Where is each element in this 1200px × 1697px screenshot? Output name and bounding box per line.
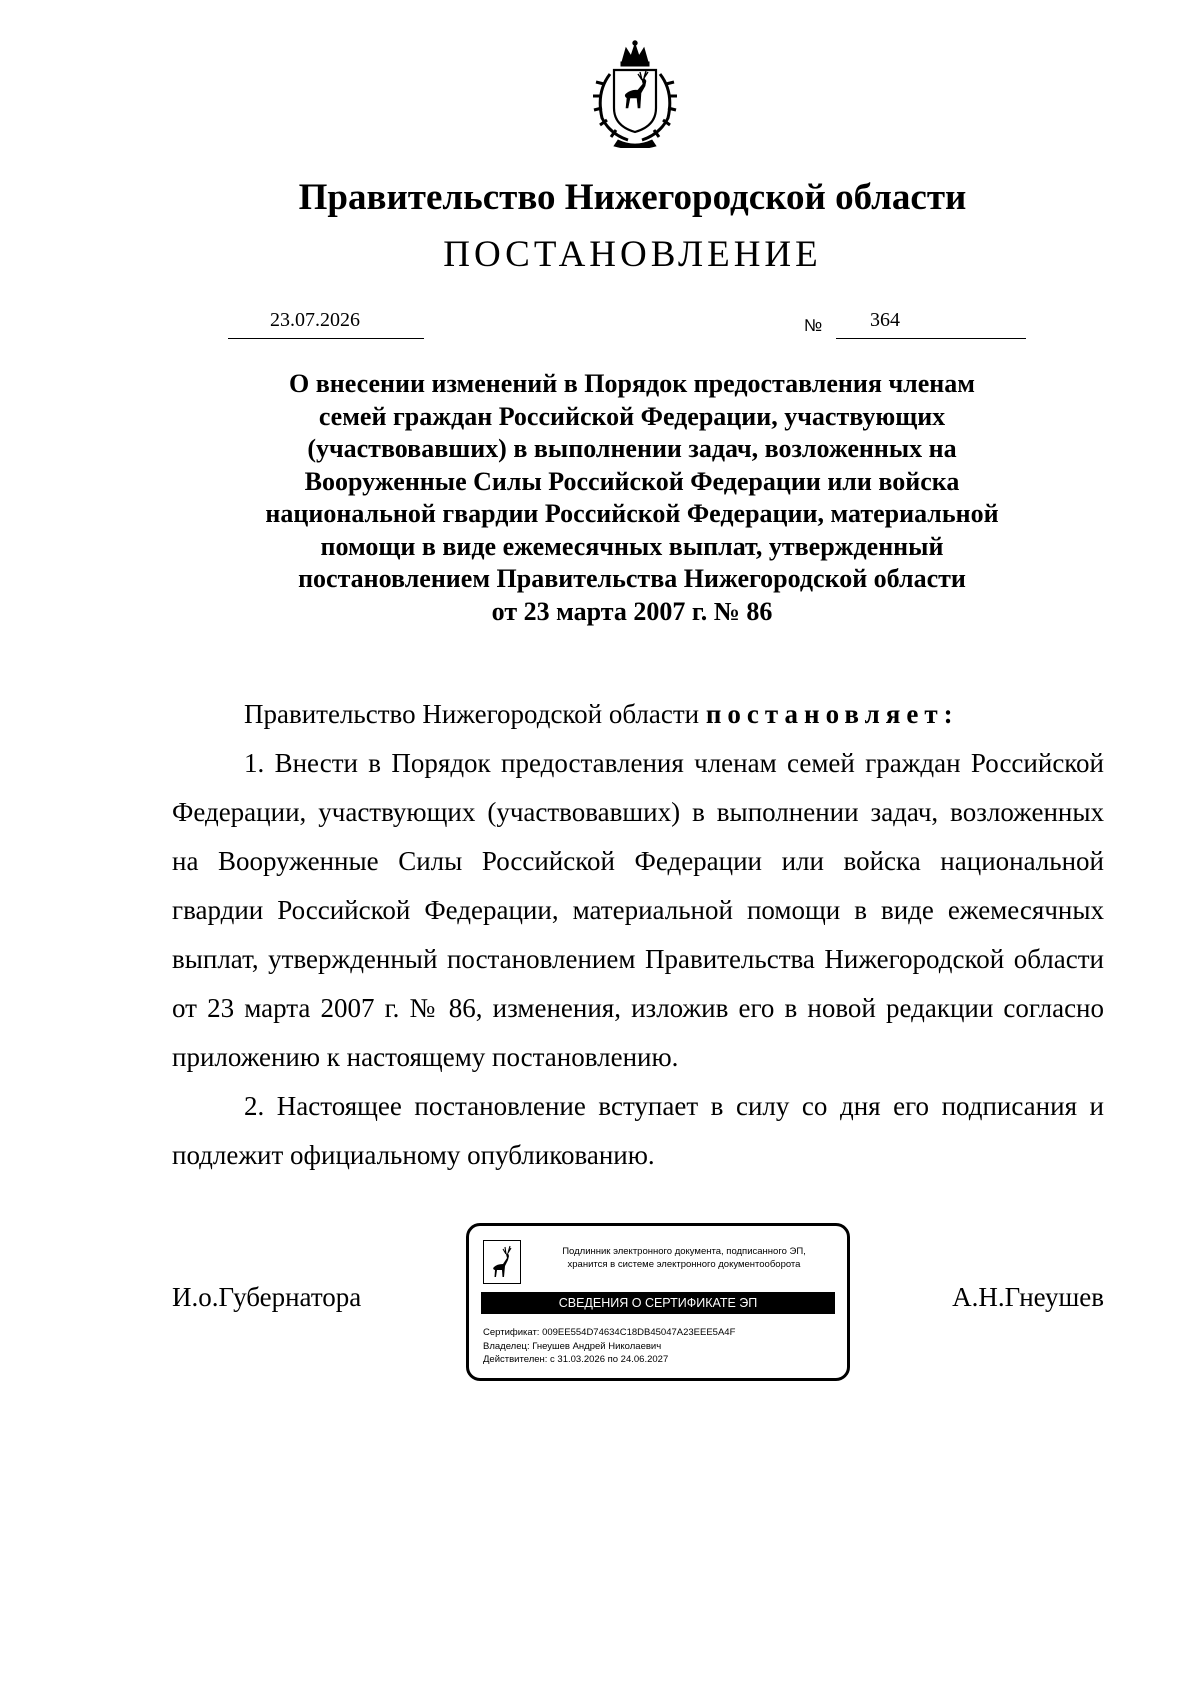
document-date: 23.07.2026 [270, 309, 360, 331]
title-line: (участвовавших) в выполнении задач, возложенных на [307, 434, 957, 463]
resolution-item-2: 2. Настоящее постановление вступает в силу со дня его подписания и подлежит официальному опубликованию. [172, 1091, 1104, 1170]
signatory-position: И.о.Губернатора [172, 1282, 362, 1312]
certificate-validity: Действителен: с 31.03.2026 по 24.06.2027 [483, 1354, 669, 1365]
stamp-deer-icon [483, 1240, 521, 1284]
title-line: национальной гвардии Российской Федерации, материальной [265, 499, 999, 528]
signatory-name: А.Н.Гнеушев [952, 1282, 1104, 1312]
resolution-item-1: 1. Внести в Порядок предоставления членам семей граждан Российской Федерации, участвующих (участвовавших) в выполнении задач, возложенных на Вооруженные Силы Российской Федерации или войска национальной гвардии Российской Федерации, материальной помощи в виде ежемесячных выплат, утвержденный постановлением Правительства Нижегородской области от 23 марта 2007 г. № 86, изменения, изложив его в новой редакции согласно приложению к настоящему постановлению. [172, 748, 1104, 1072]
stamp-note-line: Подлинник электронного документа, подписанного ЭП, [562, 1246, 806, 1257]
title-line: семей граждан Российской Федерации, участвующих [318, 401, 946, 431]
coat-of-arms-emblem [580, 40, 690, 148]
resolution-intro [172, 690, 1104, 739]
document-number: 364 [870, 309, 900, 331]
number-underline [836, 308, 1026, 339]
stamp-note-line: хранится в системе электронного документооборота [567, 1259, 801, 1270]
government-name: Правительство Нижегородской области [298, 177, 967, 218]
document-type: ПОСТАНОВЛЕНИЕ [443, 234, 822, 275]
certificate-details [483, 1326, 735, 1367]
intro-text: Правительство Нижегородской области [244, 699, 700, 729]
electronic-signature-stamp [466, 1223, 850, 1381]
resolves-verb: постановляет: [705, 699, 959, 729]
stamp-note [529, 1245, 839, 1271]
certificate-header: СВЕДЕНИЯ О СЕРТИФИКАТЕ ЭП [481, 1292, 835, 1314]
certificate-id: Сертификат: 009EE554D74634C18DB45047A23EEE5A4F [483, 1327, 736, 1338]
title-line: помощи в виде ежемесячных выплат, утвержденный [320, 531, 944, 561]
document-body [172, 690, 1104, 1180]
certificate-owner: Владелец: Гнеушев Андрей Николаевич [483, 1340, 662, 1352]
title-line: Вооруженные Силы Российской Федерации или войска [304, 466, 960, 496]
title-line: постановлением Правительства Нижегородской области [298, 564, 966, 593]
number-sign: № [804, 316, 823, 335]
document-title [200, 368, 1064, 628]
title-line: от 23 марта 2007 г. № 86 [491, 596, 773, 626]
title-line: О внесении изменений в Порядок предоставления членам [289, 369, 975, 398]
